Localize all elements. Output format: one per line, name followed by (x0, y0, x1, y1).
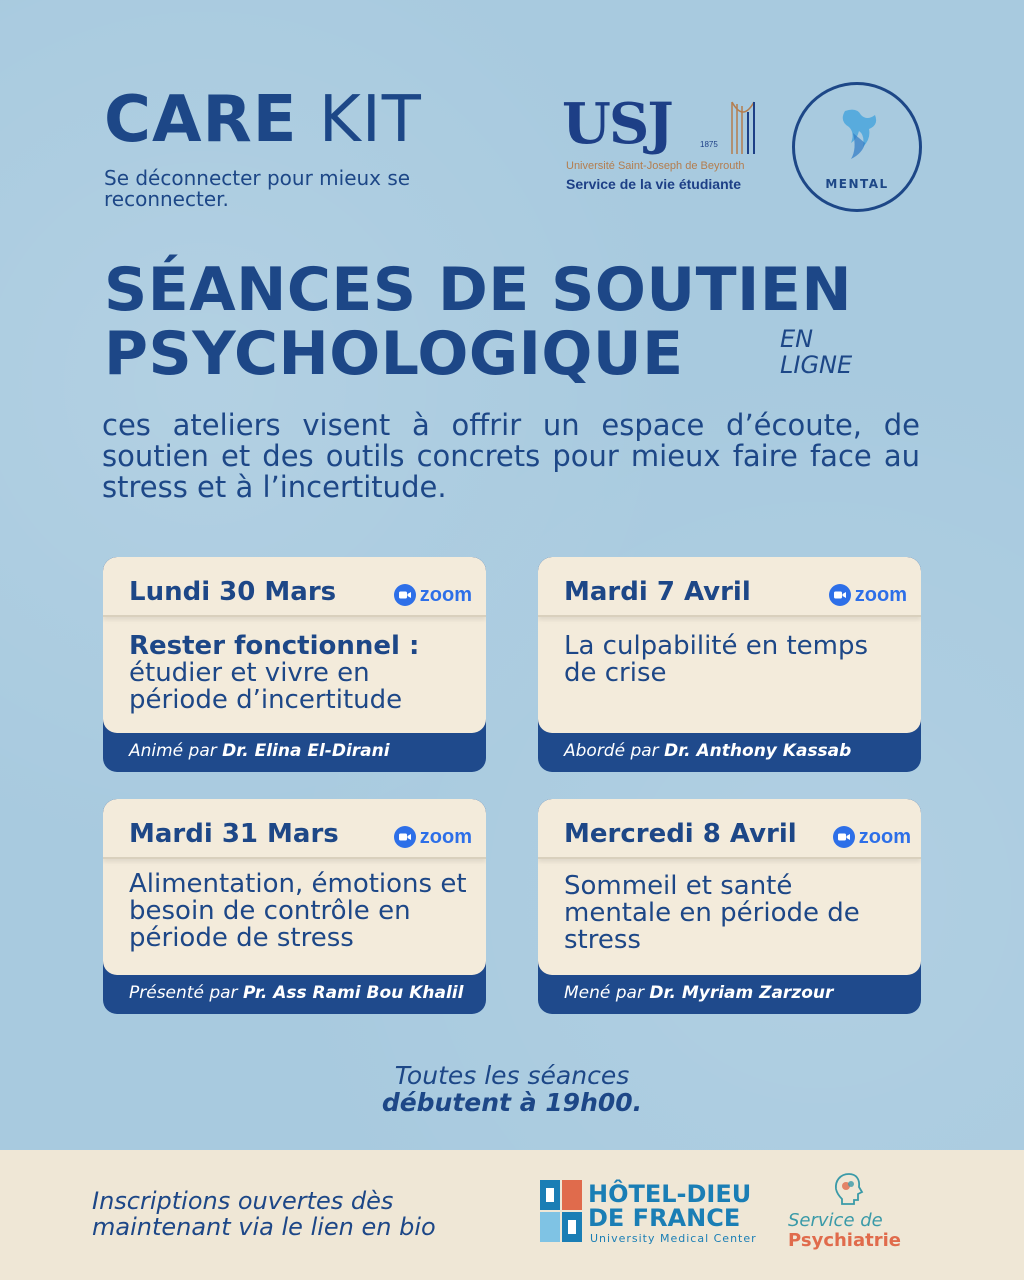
card-content (103, 557, 486, 733)
zoom-icon (394, 584, 416, 606)
head-profile-icon (832, 1172, 866, 1206)
speaker-role: Animé par (129, 741, 217, 761)
registration-text: Inscriptions ouvertes dès maintenant via le lien en bio (92, 1187, 436, 1241)
session-title-text: étudier et vivre en période d’incertitude (129, 658, 403, 715)
card-header (103, 799, 486, 859)
brand-bold: CARE (104, 83, 298, 157)
card-header (103, 557, 486, 617)
card-header (538, 557, 921, 617)
speaker-name: Dr. Anthony Kassab (664, 741, 852, 761)
intro-text: ces ateliers visent à offrir un espace d’écoute, de soutien et des outils concrets pour mieux faire face au stress et à l’incertitude. (102, 408, 920, 504)
session-title-bold: Rester fonctionnel : (129, 631, 420, 661)
session-card (538, 799, 921, 1014)
card-header (538, 799, 921, 859)
zoom-label: zoom (854, 583, 907, 606)
zoom-badge (394, 583, 472, 607)
psy-service: Service de (788, 1210, 883, 1231)
session-card (103, 799, 486, 1014)
session-date: Mercredi 8 Avril (564, 819, 797, 849)
zoom-badge (394, 825, 472, 849)
title-line-1: SÉANCES DE SOUTIEN (104, 255, 853, 325)
mental-logo (792, 82, 922, 212)
psychiatrie-logo (786, 1172, 901, 1252)
session-title (129, 633, 469, 714)
psy-name: Psychiatrie (788, 1230, 901, 1251)
zoom-badge (829, 583, 907, 607)
session-title-text: Sommeil et santé mentale en période de stress (564, 871, 860, 955)
schedule-line-2: débutent à 19h00. (381, 1088, 643, 1117)
brand-title (104, 83, 422, 157)
zoom-icon (829, 584, 851, 606)
session-title (129, 871, 469, 952)
session-title-text: Alimentation, émotions et besoin de contrôle en période de stress (129, 869, 467, 953)
zoom-label: zoom (858, 825, 911, 848)
session-date: Mardi 7 Avril (564, 577, 751, 607)
session-card (538, 557, 921, 772)
session-title (564, 873, 904, 954)
session-title-text: La culpabilité en temps de crise (564, 631, 869, 688)
speaker-name: Dr. Myriam Zarzour (649, 983, 834, 1003)
session-speaker (129, 983, 479, 1003)
session-speaker (129, 741, 479, 761)
speaker-name: Dr. Elina El-Dirani (222, 741, 390, 761)
schedule-line-1: Toutes les séances (394, 1061, 630, 1090)
title-mode: EN LIGNE (780, 325, 853, 379)
speaker-name: Pr. Ass Rami Bou Khalil (242, 983, 464, 1003)
session-date: Lundi 30 Mars (129, 577, 337, 607)
usj-letters: USJ (562, 91, 672, 157)
zoom-label: zoom (419, 583, 472, 606)
usj-logo (560, 91, 760, 200)
speaker-role: Abordé par (564, 741, 659, 761)
usj-year: 1875 (700, 140, 718, 149)
brand-light: KIT (318, 83, 422, 157)
hdf-line-2: DE FRANCE (588, 1204, 741, 1232)
zoom-label: zoom (419, 825, 472, 848)
session-card (103, 557, 486, 772)
speaker-role: Présenté par (129, 983, 238, 1003)
speaker-role: Mené par (564, 983, 644, 1003)
footer-band (0, 1150, 1024, 1280)
title-line-2: PSYCHOLOGIQUE (104, 319, 684, 389)
usj-university: Université Saint-Joseph de Beyrouth (566, 160, 745, 172)
session-date: Mardi 31 Mars (129, 819, 339, 849)
card-content (538, 557, 921, 733)
card-content (538, 799, 921, 975)
usj-service: Service de la vie étudiante (566, 176, 742, 192)
session-speaker (564, 983, 914, 1003)
zoom-icon (833, 826, 855, 848)
zoom-badge (833, 825, 911, 849)
card-content (103, 799, 486, 975)
usj-gate-icon (730, 98, 756, 154)
hdf-mark-icon (540, 1180, 584, 1244)
session-title (564, 633, 904, 687)
tagline: Se déconnecter pour mieux se reconnecter. (104, 166, 411, 211)
hdf-line-1: HÔTEL-DIEU (588, 1180, 752, 1208)
session-speaker (564, 741, 914, 761)
zoom-icon (394, 826, 416, 848)
hdf-logo (540, 1180, 770, 1250)
mental-figure-icon (835, 103, 885, 163)
mental-label: MENTAL (825, 177, 889, 191)
hdf-name (588, 1182, 751, 1230)
schedule-note (0, 1062, 1024, 1116)
main-title (104, 255, 853, 389)
hdf-subtitle: University Medical Center (590, 1232, 757, 1245)
